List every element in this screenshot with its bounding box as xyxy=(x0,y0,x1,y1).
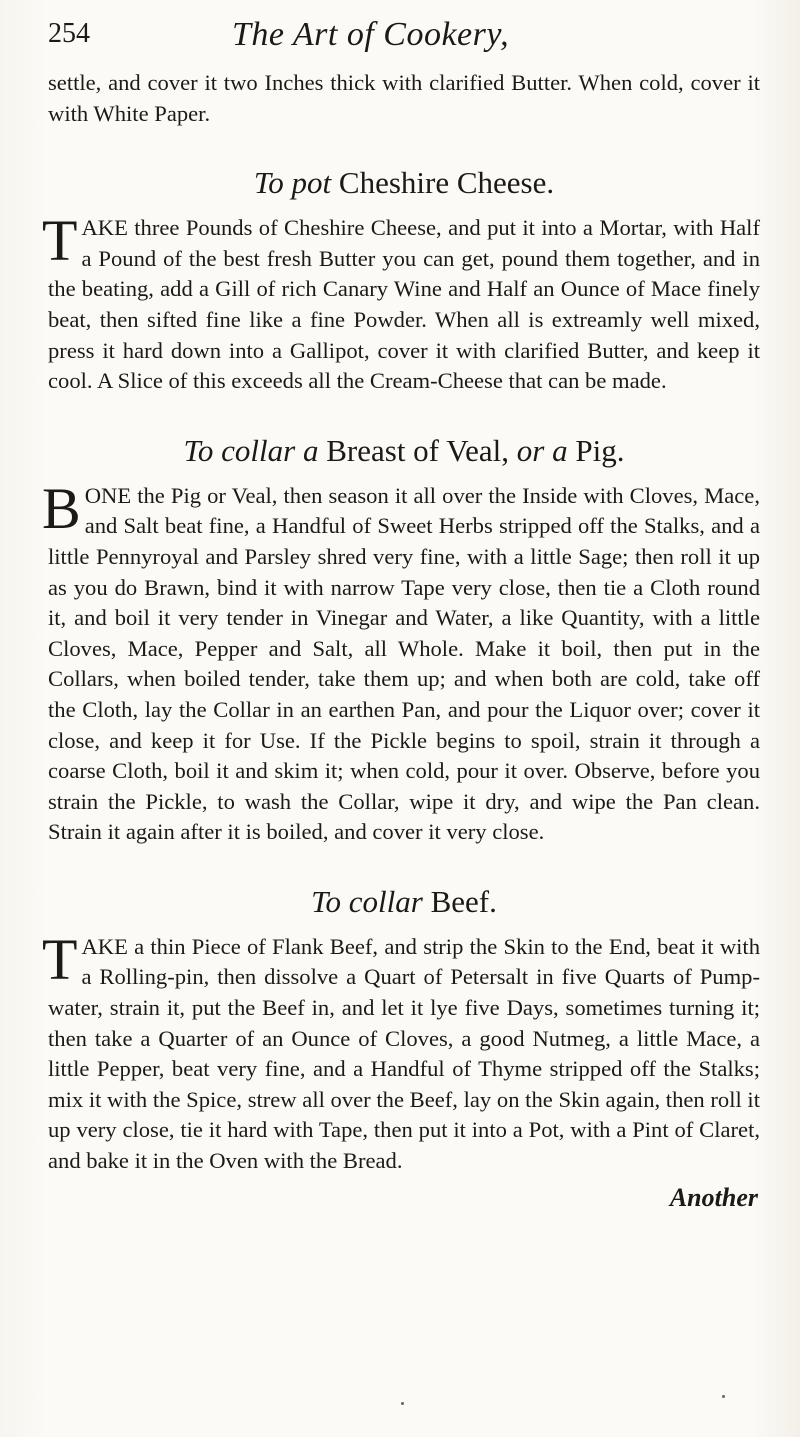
page-content xyxy=(42,16,760,1213)
recipe-collar-beef xyxy=(42,926,760,1177)
recipe-pot-cheese xyxy=(42,208,760,397)
recipe-title-collar-beef: To collar Beef. xyxy=(311,883,497,919)
drop-cap: T xyxy=(42,926,78,992)
recipe-text: AKE three Pounds of Cheshire Cheese, and put it into a Mortar, with Half a Pound of the best fresh Butter you can get, pound them together, and in the beating, add a Gill of rich Canary Wine and Half an Ounce of Mace finely beat, then sifted fine like a fine Powder. When all is extreamly well mixed, press it hard down into a Gallipot, cover it with clarified Butter, and keep it cool. A Slice of this exceeds all the Cream-Cheese that can be made. xyxy=(48,215,760,394)
recipe-collar-veal xyxy=(42,475,760,848)
recipe-text: AKE a thin Piece of Flank Beef, and strip the Skin to the End, beat it with a Rolling-pin, then dissolve a Quart of Petersalt in five Quarts of Pump-water, strain it, put the Beef in, and let it lye five Days, sometimes turning it; then take a Quarter of an Ounce of Cloves, a good Nutmeg, a little Mace, a little Pepper, beat very fine, and a Handful of Thyme stripped off the Stalks; mix it with the Spice, strew all over the Beef, lay on the Skin again, then roll it up very close, tie it hard with Tape, then put it into a Pot, with a Pint of Claret, and bake it in the Oven with the Bread. xyxy=(48,933,760,1174)
recipe-title-pot-cheese: To pot Cheshire Cheese. xyxy=(253,165,555,201)
paper-speck xyxy=(401,1402,404,1405)
paper-speck xyxy=(722,1395,725,1398)
running-title: The Art of Cookery, xyxy=(232,16,510,53)
recipe-title-collar-veal: To collar a Breast of Veal, or a Pig. xyxy=(183,432,625,468)
catchword: Another xyxy=(669,1182,758,1212)
running-head xyxy=(48,16,760,64)
drop-cap: T xyxy=(42,208,78,274)
drop-cap: B xyxy=(42,475,81,541)
continuation-text: settle, and cover it two Inches thick with clarified Butter. When cold, cover it with White Paper. xyxy=(48,70,760,126)
page-number: 254 xyxy=(48,18,90,49)
recipe-text: ONE the Pig or Veal, then season it all over the Inside with Cloves, Mace, and Salt beat fine, a Handful of Sweet Herbs stripped off the Stalks, and a little Pennyroyal and Parsley shred very fine, with a little Sage; then roll it up as you do Brawn, bind it with narrow Tape very close, then tie a Cloth round it, and boil it very tender in Vinegar and Water, a like Quantity, with a little Cloves, Mace, Pepper and Salt, all Whole. Make it boil, then put in the Collars, when boiled tender, take them up; and when both are cold, take off the Cloth, lay the Collar in an earthen Pan, and pour the Liquor over; cover it close, and keep it for Use. If the Pickle begins to spoil, strain it through a coarse Cloth, boil it and skim it; when cold, pour it over. Observe, before you strain the Pickle, to wash the Collar, wipe it dry, and wipe the Pan clean. Strain it again after it is boiled, and cover it very close. xyxy=(48,482,760,845)
